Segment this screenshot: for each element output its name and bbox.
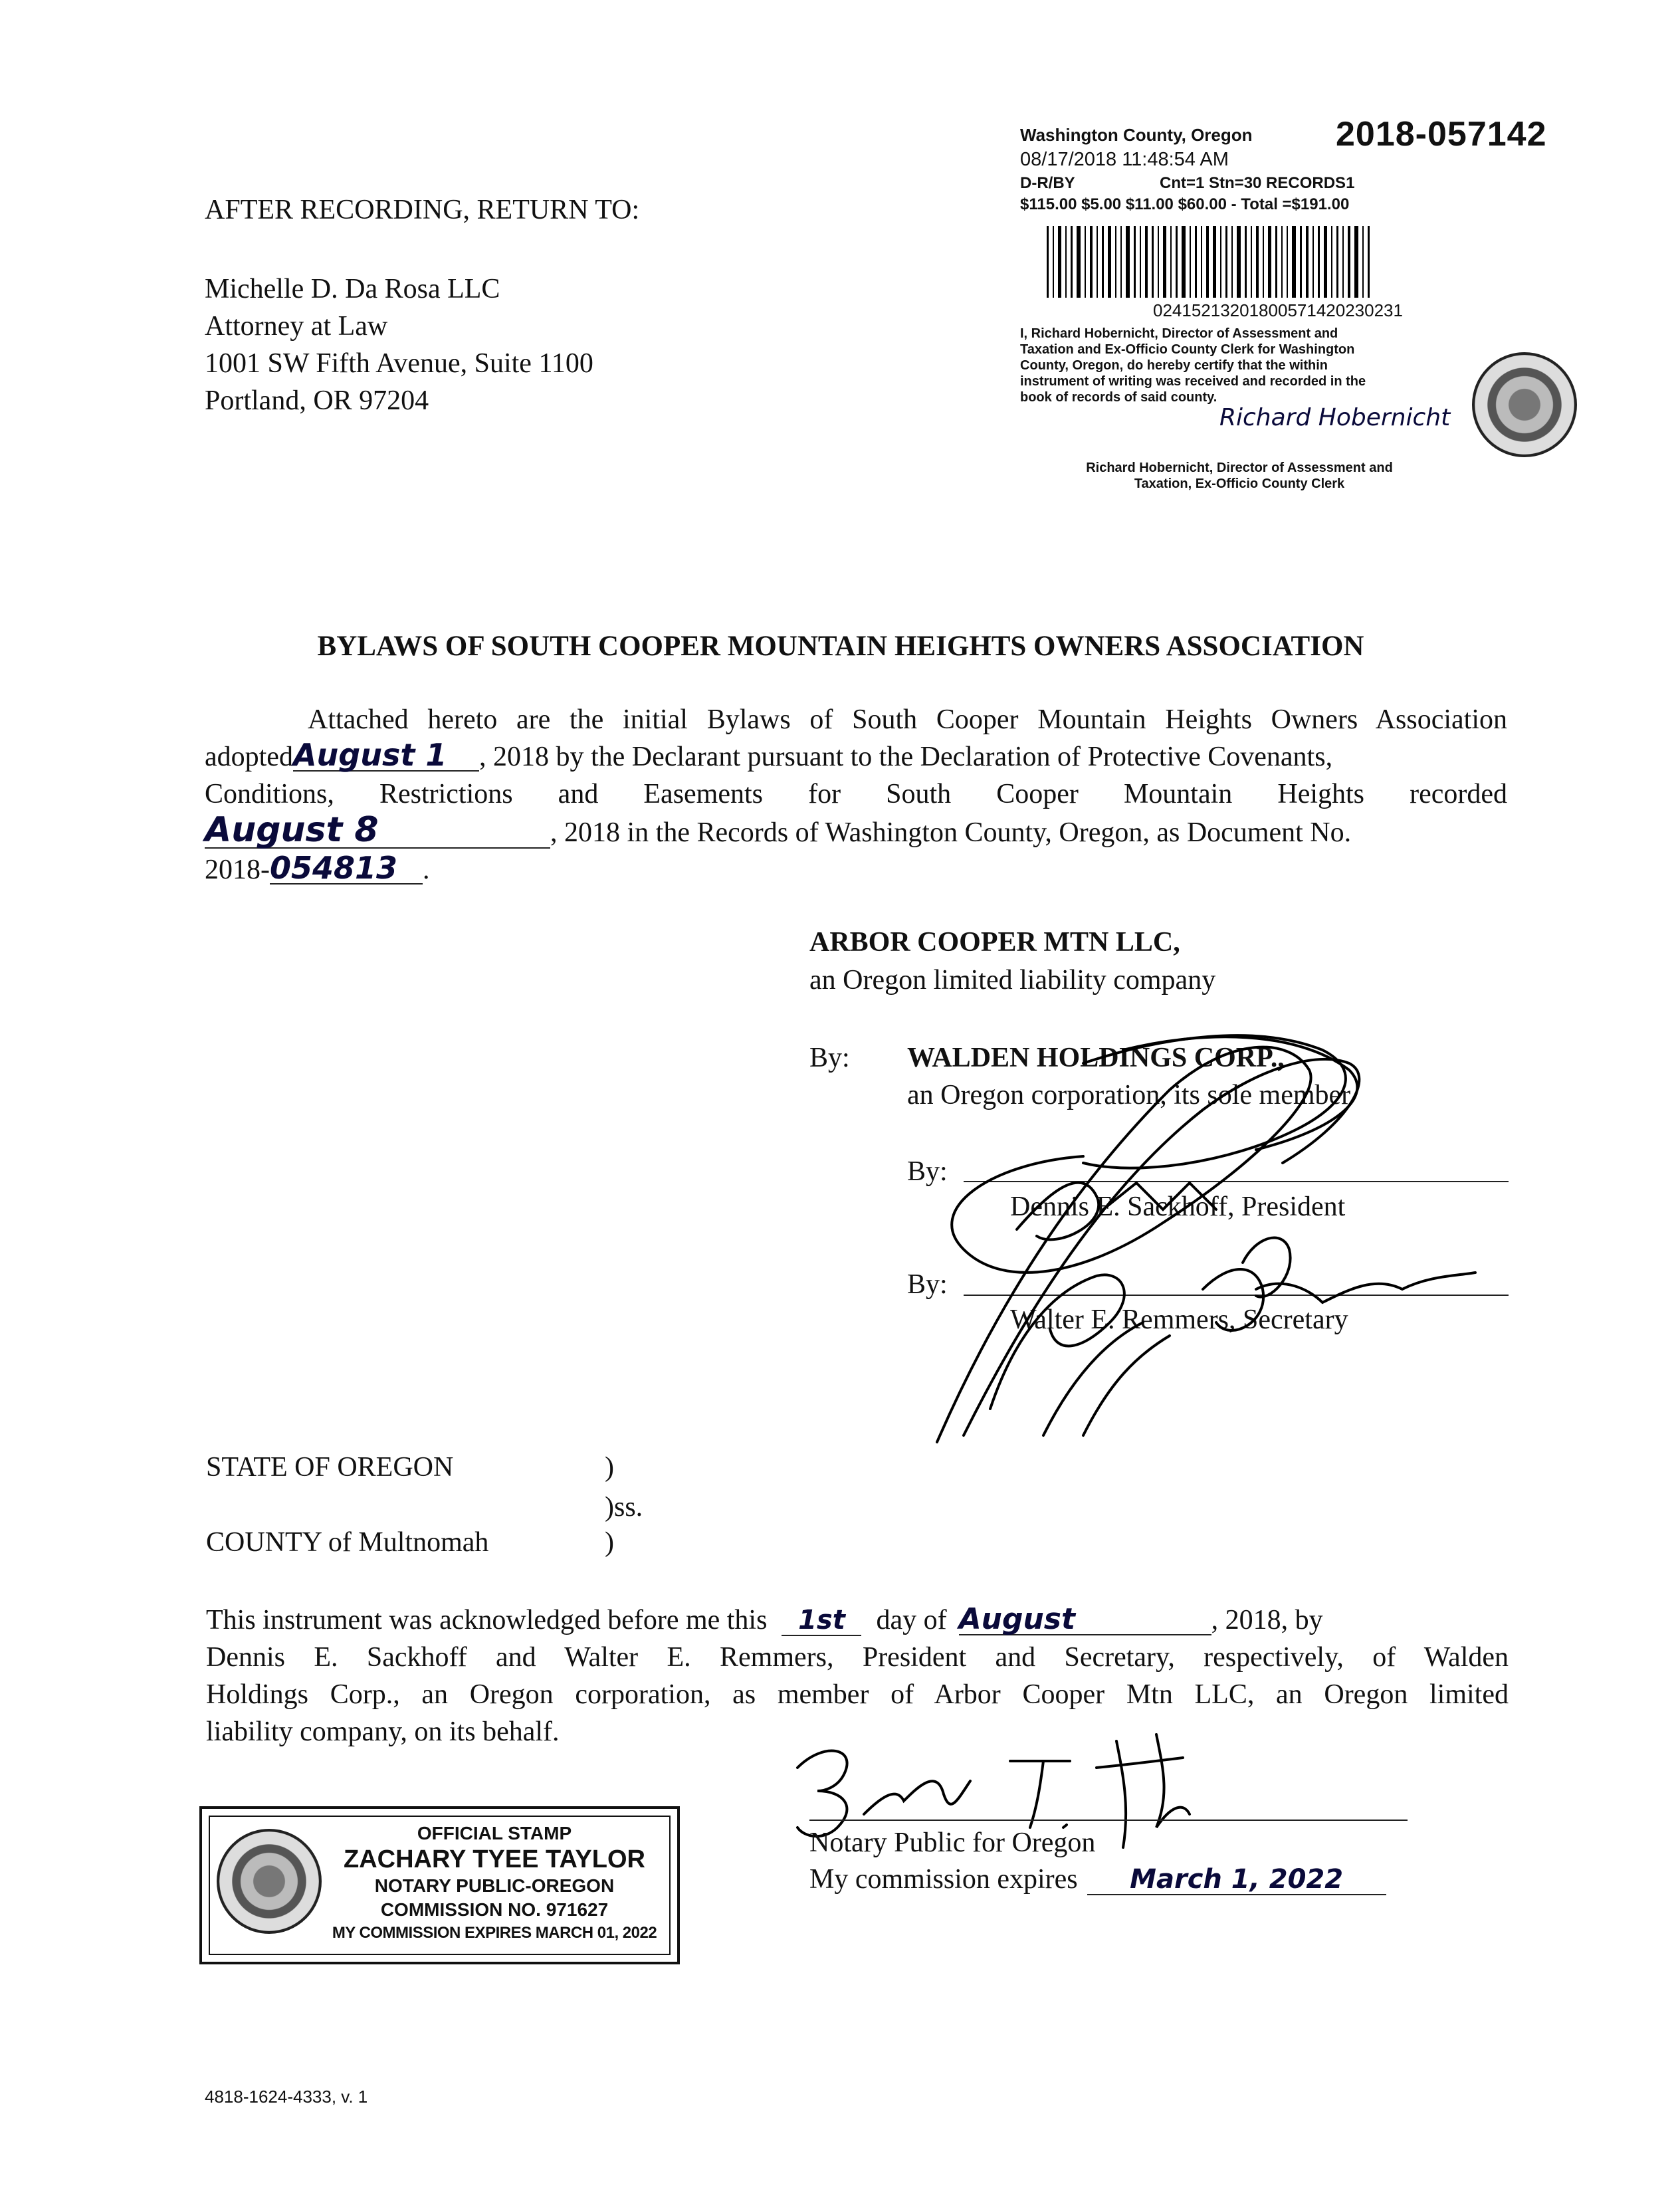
barcode-bar	[1206, 226, 1209, 298]
return-to-heading: AFTER RECORDING, RETURN TO:	[205, 195, 640, 225]
barcode-bar	[1108, 226, 1111, 298]
barcode-bar	[1176, 226, 1178, 298]
signer-2: Walter E. Remmers, Secretary	[1010, 1304, 1348, 1335]
barcode-bar	[1190, 226, 1191, 298]
notary-official-stamp	[199, 1806, 680, 1964]
recording-code: D-R/BY	[1020, 174, 1075, 192]
barcode-bar	[1097, 226, 1098, 298]
barcode-bar	[1065, 226, 1067, 298]
barcode-bar	[1145, 226, 1148, 298]
recording-certification: I, Richard Hobernicht, Director of Assessment and Taxation and Ex-Officio County Clerk for Washington County, Oregon, do hereby certify that the within instrument of writing was received and recorded in the book of records of said county.	[1020, 326, 1366, 405]
document-title: BYLAWS OF SOUTH COOPER MOUNTAIN HEIGHTS OWNERS ASSOCIATION	[317, 631, 1364, 662]
barcode-bar	[1047, 226, 1049, 298]
barcode-bar	[1268, 226, 1271, 298]
barcode-bar	[1058, 226, 1061, 298]
barcode-bar	[1306, 226, 1309, 298]
recording-document-number: 2018-057142	[1336, 115, 1547, 154]
barcode-bar	[1071, 226, 1073, 298]
venue-ss: )ss.	[605, 1492, 643, 1522]
clerk-signature: Richard Hobernicht	[1219, 404, 1451, 431]
barcode-bar	[1195, 226, 1197, 298]
commission-expires-handwritten: March 1, 2022	[1087, 1865, 1386, 1895]
venue-state: STATE OF OREGON	[206, 1452, 454, 1483]
commission-expires: My commission expires March 1, 2022	[809, 1861, 1386, 1898]
barcode-bar	[1324, 226, 1327, 298]
barcode-bar	[1201, 226, 1202, 298]
barcode-bar	[1102, 226, 1104, 298]
barcode-bar	[1182, 226, 1186, 298]
barcode-bar	[1077, 226, 1081, 298]
by-label-1: By:	[809, 1043, 850, 1073]
notary-title: Notary Public for Oregon	[809, 1827, 1096, 1858]
intro-paragraph: Attached hereto are the initial Bylaws of South Cooper Mountain Heights Owners Association adoptedAugust 1 , 2018 by the Declarant pursuant to the Declaration of Protective Covenants, Conditions, Restrictions and Easements for South Cooper Mountain Heights recorded August 8 , 2018 in the Records of Washington County, Oregon, as Document No. 2018-054813 .	[205, 704, 1507, 886]
barcode-bar	[1275, 226, 1277, 298]
venue-county: COUNTY of Multnomah	[206, 1527, 489, 1558]
recording-stamp	[1020, 115, 1572, 492]
barcode-bar	[1342, 226, 1344, 298]
notary-signature-line	[809, 1820, 1408, 1821]
officer-signatures	[884, 1010, 1482, 1449]
barcode-bar	[1085, 226, 1086, 298]
recording-county: Washington County, Oregon	[1020, 125, 1253, 145]
barcode-bar	[1170, 226, 1172, 298]
recording-counts: Cnt=1 Stn=30 RECORDS1	[1160, 174, 1355, 192]
document-footer-id: 4818-1624-4333, v. 1	[205, 2087, 368, 2107]
ack-month-handwritten: August	[959, 1605, 1211, 1635]
barcode-bar	[1368, 226, 1370, 298]
barcode-bar	[1163, 226, 1166, 298]
oregon-state-seal-icon	[217, 1829, 322, 1934]
barcode-bar	[1115, 226, 1116, 298]
barcode-bar	[1237, 226, 1241, 298]
barcode-bar	[1158, 226, 1159, 298]
member-description: an Oregon corporation, its sole member	[907, 1080, 1351, 1110]
barcode-bar	[1225, 226, 1227, 298]
member-name: WALDEN HOLDINGS CORP.,	[907, 1043, 1285, 1073]
notary-stamp-text: OFFICIAL STAMP ZACHARY TYEE TAYLOR NOTARY PUBLIC-OREGON COMMISSION NO. 971627 MY COMMISSION EXPIRES MARCH 01, 2022	[332, 1823, 657, 1942]
barcode-bar	[1213, 226, 1216, 298]
clerk-title: Richard Hobernicht, Director of Assessment and Taxation, Ex-Officio County Clerk	[1086, 461, 1393, 491]
barcode-bar	[1318, 226, 1320, 298]
county-clerk-seal-icon	[1472, 352, 1577, 457]
barcode-bar	[1263, 226, 1264, 298]
barcode-bar	[1300, 226, 1302, 298]
barcode-bar	[1348, 226, 1350, 298]
barcode-bar	[1281, 226, 1283, 298]
barcode	[1047, 226, 1552, 298]
barcode-bar	[1256, 226, 1259, 298]
recording-fees: $115.00 $5.00 $11.00 $60.00 - Total =$191.00	[1020, 195, 1350, 213]
barcode-bar	[1053, 226, 1054, 298]
ack-day-handwritten: 1st	[782, 1606, 861, 1636]
venue-paren-1: )	[605, 1452, 614, 1483]
barcode-bar	[1126, 226, 1130, 298]
barcode-bar	[1220, 226, 1221, 298]
by-label-2: By:	[907, 1156, 948, 1187]
barcode-bar	[1354, 226, 1358, 298]
signer-1: Dennis E. Sackhoff, President	[1010, 1192, 1346, 1222]
barcode-bar	[1362, 226, 1364, 298]
company-description: an Oregon limited liability company	[809, 965, 1216, 995]
barcode-bar	[1245, 226, 1247, 298]
barcode-number: 02415213201800571420230231	[1153, 300, 1403, 320]
barcode-bar	[1231, 226, 1233, 298]
acknowledgment-paragraph: This instrument was acknowledged before me this 1st day of August , 2018, by Dennis E. Sackhoff and Walter E. Remmers, President and Secretary, respectively, of Walden Holdings Corp., an Oregon corporation, as member of Arbor Cooper Mtn LLC, an Oregon limited liability company, on its behalf.	[206, 1602, 1509, 1747]
barcode-bar	[1134, 226, 1136, 298]
company-name: ARBOR COOPER MTN LLC,	[809, 927, 1180, 958]
barcode-bar	[1152, 226, 1154, 298]
venue-paren-2: )	[605, 1527, 614, 1558]
barcode-bar	[1312, 226, 1314, 298]
adopted-date-handwritten: August 1	[293, 740, 479, 772]
barcode-bar	[1336, 226, 1338, 298]
recorded-date-handwritten: August 8	[205, 813, 550, 849]
barcode-bar	[1292, 226, 1296, 298]
barcode-bar	[1251, 226, 1252, 298]
return-to-address: Michelle D. Da Rosa LLC Attorney at Law 1001 SW Fifth Avenue, Suite 1100 Portland, OR 97204	[205, 274, 593, 416]
barcode-bar	[1331, 226, 1332, 298]
barcode-bar	[1120, 226, 1122, 298]
by-label-3: By:	[907, 1269, 948, 1300]
recording-datetime: 08/17/2018 11:48:54 AM	[1020, 149, 1229, 170]
barcode-bar	[1140, 226, 1141, 298]
barcode-bar	[1090, 226, 1093, 298]
barcode-bar	[1287, 226, 1288, 298]
document-number-handwritten: 054813	[270, 853, 423, 885]
